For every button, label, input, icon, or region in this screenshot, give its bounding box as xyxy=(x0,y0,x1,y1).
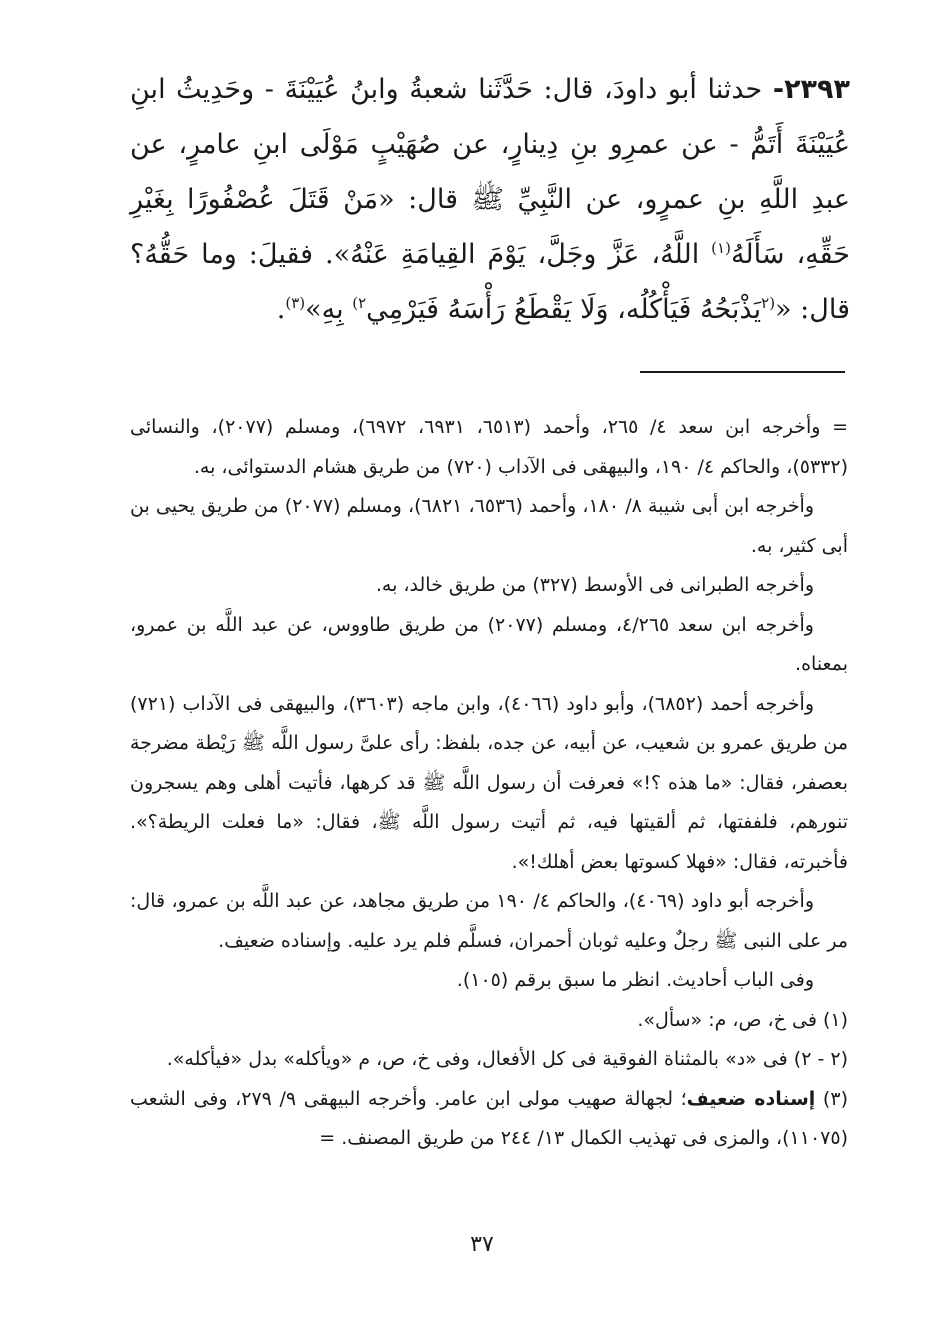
footnote-ref-2-close: ٢) xyxy=(352,294,367,312)
footnote-marker: (٣) xyxy=(815,1087,848,1110)
footnote-text: ؛ لجهالة صهيب مولى ابن عامر. وأخرجه البيهقى ٩/ ٢٧٩، وفى الشعب (١١٠٧٥)، والمزى فى تهذيب الكمال ١٣/ ٢٤٤ من طريق المصنف. = xyxy=(130,1087,848,1149)
hadith-number: ٢٣٩٣- xyxy=(772,74,850,105)
footnote-ref-3: (٣) xyxy=(285,294,306,312)
page-number: ٣٧ xyxy=(470,1232,494,1257)
footnote-note-3 xyxy=(130,1080,848,1159)
footnote-paragraph: = وأخرجه ابن سعد ٤/ ٢٦٥، وأحمد (٦٥١٣، ٦٩٣١، ٦٩٧٢)، ومسلم (٢٠٧٧)، والنسائى (٥٣٣٢)، والحاكم ٤/ ١٩٠، والبيهقى فى الآداب (٧٢٠) من طريق هشام الدستوائى، به. xyxy=(130,416,849,478)
footnote-paragraph: وأخرجه أبو داود (٤٠٦٩)، والحاكم ٤/ ١٩٠ من طريق مجاهد، عن عبد اللَّه بن عمرو، قال: مر على النبى ﷺ رجلٌ وعليه ثوبان أحمران، فسلَّم فلم يرد عليه. وإسناده ضعيف. xyxy=(130,890,848,952)
hadith-text-part: . xyxy=(276,294,286,325)
footnote-ref-2-open: (٢ xyxy=(761,294,776,312)
footnote-ref-1: (١) xyxy=(711,239,731,257)
footnote-grading: إسناده ضعيف xyxy=(686,1087,816,1110)
hadith-text-part: اللَّهُ، عَزَّ وجَلَّ، يَوْمَ القِيامَةِ عَنْهُ». فقيلَ: وما حَقُّهُ؟ قال: « xyxy=(130,239,850,325)
footnote-paragraph: وأخرجه ابن أبى شيبة ٨/ ١٨٠، وأحمد (٦٥٣٦، ٦٨٢١)، ومسلم (٢٠٧٧) من طريق يحيى بن أبى كثير، به. xyxy=(130,495,848,557)
footnotes-block xyxy=(130,408,848,1159)
footnote-paragraph: وأخرجه أحمد (٦٨٥٢)، وأبو داود (٤٠٦٦)، وابن ماجه (٣٦٠٣)، والبيهقى فى الآداب (٧٢١) من طريق عمرو بن شعيب، عن أبيه، عن جده، بلفظ: رأى علىَّ رسول اللَّه ﷺ رَيْطة مضرجة بعصفر، فقال: «ما هذه ؟!» فعرفت أن رسول اللَّه ﷺ قد كرهها، فأتيت أهلى وهم يسجرون تنورهم، فلففتها، ثم ألقيتها فيه، ثم أتيت رسول اللَّه ﷺ، فقال: «ما فعلت الريطة؟». فأخبرته، فقال: «فهلا كسوتها بعض أهلك!». xyxy=(130,692,848,873)
footnote-paragraph: وأخرجه ابن سعد ٤/٢٦٥، ومسلم (٢٠٧٧) من طريق طاووس، عن عبد اللَّه بن عمرو، بمعناه. xyxy=(130,613,848,675)
hadith-text-part: بِهِ» xyxy=(305,294,353,325)
footnote-note-1: (١) فى خ، ص، م: «سأل». xyxy=(637,1008,848,1031)
footnote-paragraph: وأخرجه الطبرانى فى الأوسط (٣٢٧) من طريق خالد، به. xyxy=(375,574,814,596)
hadith-text-part: يَذْبَحُهُ فَيَأْكُلُه، وَلَا يَقْطَعُ رَأْسَهُ فَيَرْمِي xyxy=(366,294,762,325)
footnote-note-2: (٢ - ٢) فى «د» بالمثناة الفوقية فى كل الأفعال، وفى خ، ص، م «ويأكله» بدل «فيأكله». xyxy=(166,1048,848,1070)
hadith-block xyxy=(130,62,850,337)
footnote-divider xyxy=(640,371,845,373)
hadith-text-part: حدثنا أبو داودَ، قال: حَدَّثَنا شعبةُ وابنُ عُيَيْنَةَ - وحَدِيثُ ابنِ عُيَيْنَةَ أَتَمُّ - عن عمرِو بنِ دِينارٍ، عن صُهَيْبٍ مَوْلَى ابنِ عامرٍ، عن عبدِ اللَّهِ بنِ عمرٍو، عن النَّبِيِّ ﷺ قال: «مَنْ قَتَلَ عُصْفُورًا بِغَيْرِ حَقِّهِ، سَأَلَهُ xyxy=(130,74,850,270)
hadith-paragraph xyxy=(130,62,850,337)
footnote-paragraph: وفى الباب أحاديث. انظر ما سبق برقم (١٠٥). xyxy=(456,969,814,991)
